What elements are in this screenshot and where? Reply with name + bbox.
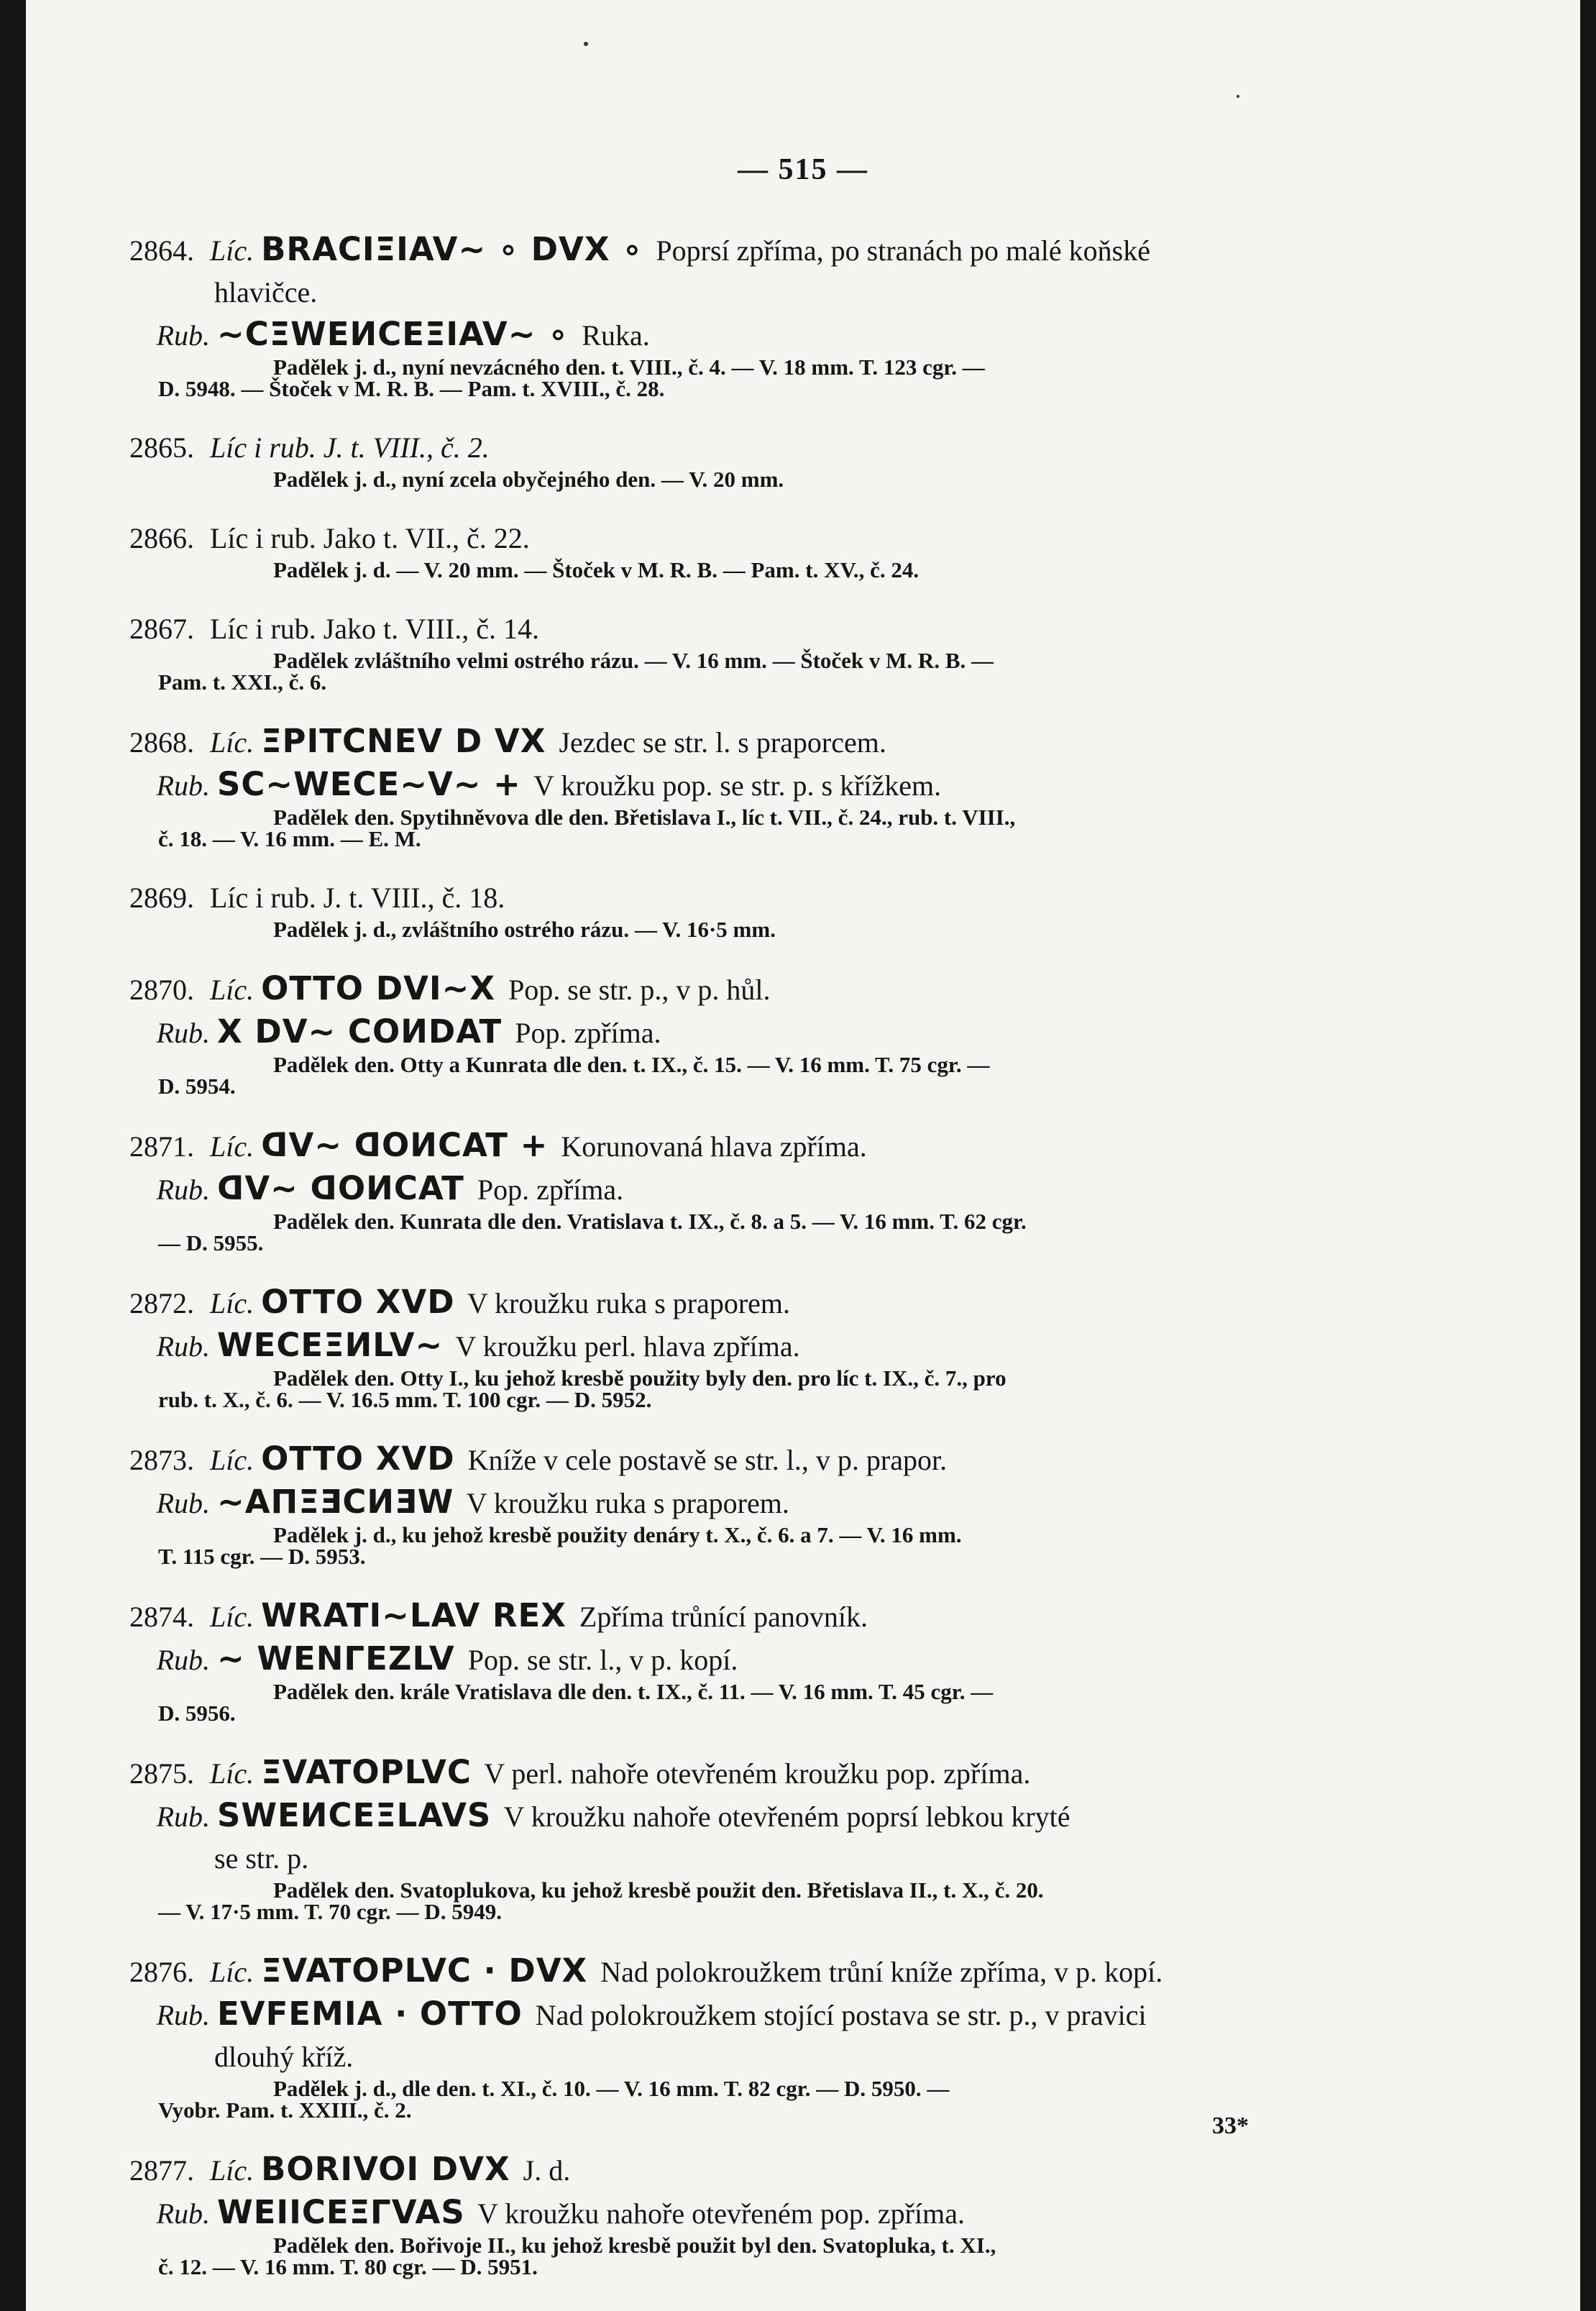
obverse-label: Líc. — [210, 726, 254, 759]
reverse-description: Pop. zpříma. — [515, 1017, 661, 1049]
entry-number: 2874. — [129, 1601, 194, 1633]
reverse-description: V kroužku perl. hlava zpříma. — [455, 1330, 800, 1363]
reverse-description-cont: se str. p. — [214, 1842, 309, 1875]
obverse-label: Líc. — [210, 1287, 254, 1319]
entry-2865 — [129, 427, 1388, 490]
entry-number: 2868. — [129, 726, 194, 759]
reverse-legend: X DV~ COИDAT — [217, 1012, 503, 1051]
reverse-description-cont: dlouhý kříž. — [214, 2041, 354, 2073]
obverse-description: Jezdec se str. l. s praporcem. — [559, 726, 886, 759]
entry-number: 2877. — [129, 2154, 194, 2187]
reverse-description: V kroužku ruka s praporem. — [466, 1487, 789, 1519]
reverse-description: Nad polokroužkem stojící postava se str. p., v pravici — [535, 1999, 1147, 2031]
reverse-description: Pop. zpříma. — [477, 1173, 624, 1206]
note-line: Pam. t. XXI., č. 6. — [158, 669, 327, 695]
catalog-entries — [129, 229, 1388, 2305]
note-line: Vyobr. Pam. t. XXIII., č. 2. — [158, 2097, 412, 2123]
note-line: Padělek den. Bořivoje II., ku jehož kresbě použit byl den. Svatopluka, t. XI., — [273, 2233, 996, 2258]
obverse-label: Líc. — [210, 1601, 254, 1633]
obverse-legend: OTTO XVD — [261, 1440, 455, 1478]
reverse-legend: ~ WENΓEZLV — [217, 1639, 455, 1678]
reverse-label: Rub. — [156, 319, 210, 352]
reverse-label: Rub. — [156, 1017, 210, 1049]
entry-line: Líc i rub. J. t. VIII., č. 18. — [210, 882, 505, 914]
note-line: D. 5948. — Štoček v M. R. B. — Pam. t. XVIII., č. 28. — [158, 376, 665, 401]
entry-line: Líc i rub. Jako t. VIII., č. 14. — [210, 613, 540, 645]
note-line: č. 18. — V. 16 mm. — E. M. — [158, 826, 421, 851]
obverse-label: Líc. — [210, 1757, 254, 1790]
obverse-legend: OTTO XVD — [261, 1283, 455, 1321]
reverse-label: Rub. — [156, 2197, 210, 2230]
note-line: Padělek j. d., nyní nevzácného den. t. VIII., č. 4. — V. 18 mm. T. 123 cgr. — — [273, 354, 985, 380]
obverse-label: Líc. — [210, 974, 254, 1006]
reverse-description: Ruka. — [582, 319, 650, 352]
entry-2872 — [129, 1281, 1388, 1411]
signature-mark: 33* — [1212, 2113, 1249, 2139]
entry-2869 — [129, 877, 1388, 941]
reverse-legend: ~AΠΞƎCИƎW — [217, 1483, 454, 1521]
note-line: D. 5954. — [158, 1074, 236, 1099]
entry-2871 — [129, 1125, 1388, 1254]
obverse-description: Korunovaná hlava zpříma. — [561, 1130, 867, 1163]
entry-2877 — [129, 2148, 1388, 2278]
speck — [1237, 95, 1239, 98]
obverse-legend: WRATI~LAV REX — [261, 1596, 567, 1634]
note-line: Padělek j. d., nyní zcela obyčejného den. — V. 20 mm. — [273, 467, 784, 492]
reverse-legend: SC~WECE~V~ + — [217, 765, 521, 803]
obverse-description: V perl. nahoře otevřeném kroužku pop. zpříma. — [484, 1757, 1031, 1790]
obverse-legend: ΞVATOPLVC · DVX — [261, 1951, 588, 1990]
obverse-description: J. d. — [523, 2154, 571, 2187]
obverse-description: Kníže v cele postavě se str. l., v p. prapor. — [467, 1444, 948, 1476]
obverse-label: Líc. — [210, 1444, 254, 1476]
obverse-description: Pop. se str. p., v p. hůl. — [508, 974, 771, 1006]
obverse-legend: BORIVOI DVX — [261, 2150, 510, 2188]
obverse-description: Nad polokroužkem trůní kníže zpříma, v p. kopí. — [600, 1956, 1163, 1988]
obverse-label: Líc. — [210, 1130, 254, 1163]
note-line: Padělek j. d. — V. 20 mm. — Štoček v M. R. B. — Pam. t. XV., č. 24. — [273, 557, 919, 582]
note-line: Padělek den. Spytihněvova dle den. Břetislava I., líc t. VII., č. 24., rub. t. VIII., — [273, 805, 1016, 830]
reverse-label: Rub. — [156, 1800, 210, 1833]
entry-2876 — [129, 1950, 1388, 2121]
note-line: Padělek den. Svatoplukova, ku jehož kresbě použit den. Břetislava II., t. X., č. 20. — [273, 1877, 1044, 1903]
obverse-description-cont: hlavičce. — [214, 276, 318, 308]
obverse-legend: BRACIΞIAV~ ∘ DVX ∘ — [261, 230, 643, 268]
reverse-legend: EVFEMIA · OTTO — [217, 1995, 523, 2033]
obverse-label: Líc. — [210, 2154, 254, 2187]
note-line: T. 115 cgr. — D. 5953. — [158, 1544, 366, 1569]
entry-number: 2872. — [129, 1287, 194, 1319]
page-number: — 515 — — [738, 153, 868, 186]
entry-number: 2865. — [129, 431, 194, 464]
reverse-label: Rub. — [156, 1487, 210, 1519]
entry-2874 — [129, 1595, 1388, 1724]
note-line: — D. 5955. — [158, 1230, 264, 1255]
speck — [584, 42, 588, 46]
note-line: D. 5956. — [158, 1701, 236, 1726]
entry-number: 2876. — [129, 1956, 194, 1988]
entry-2875 — [129, 1752, 1388, 1923]
entry-2866 — [129, 518, 1388, 581]
note-line: Padělek den. krále Vratislava dle den. t. IX., č. 11. — V. 16 mm. T. 45 cgr. — — [273, 1679, 994, 1704]
entry-number: 2869. — [129, 882, 194, 914]
obverse-legend: ᗡV~ ᗡOИCAT + — [261, 1126, 549, 1164]
reverse-label: Rub. — [156, 1173, 210, 1206]
entry-2870 — [129, 968, 1388, 1097]
reverse-description: V kroužku pop. se str. p. s křížkem. — [533, 769, 942, 802]
obverse-legend: ΞVATOPLVC — [261, 1753, 472, 1791]
reverse-description: Pop. se str. l., v p. kopí. — [467, 1644, 738, 1676]
reverse-label: Rub. — [156, 769, 210, 802]
entry-number: 2875. — [129, 1757, 194, 1790]
obverse-label: Líc. — [210, 1956, 254, 1988]
note-line: Padělek den. Otty a Kunrata dle den. t. IX., č. 15. — V. 16 mm. T. 75 cgr. — — [273, 1052, 990, 1077]
reverse-legend: ᗡV~ ᗡOИCAT — [217, 1169, 464, 1207]
entry-2868 — [129, 720, 1388, 850]
entry-number: 2864. — [129, 234, 194, 267]
note-line: č. 12. — V. 16 mm. T. 80 cgr. — D. 5951. — [158, 2254, 538, 2279]
entry-number: 2873. — [129, 1444, 194, 1476]
reverse-description: V kroužku nahoře otevřeném poprsí lebkou kryté — [503, 1800, 1070, 1833]
note-line: — V. 17·5 mm. T. 70 cgr. — D. 5949. — [158, 1899, 502, 1924]
obverse-legend: ΞPITCNEV D VX — [261, 722, 546, 760]
reverse-legend: WECEΞИLV~ — [217, 1326, 444, 1364]
note-line: rub. t. X., č. 6. — V. 16.5 mm. T. 100 cgr. — D. 5952. — [158, 1387, 652, 1412]
reverse-label: Rub. — [156, 1330, 210, 1363]
entry-2873 — [129, 1438, 1388, 1568]
note-line: Padělek zvláštního velmi ostrého rázu. — V. 16 mm. — Štoček v M. R. B. — — [273, 648, 994, 673]
entry-2867 — [129, 608, 1388, 693]
note-line: Padělek j. d., dle den. t. XI., č. 10. — V. 16 mm. T. 82 cgr. — D. 5950. — — [273, 2076, 950, 2101]
note-line: Padělek j. d., ku jehož kresbě použity denáry t. X., č. 6. a 7. — V. 16 mm. — [273, 1522, 962, 1547]
note-line: Padělek den. Otty I., ku jehož kresbě použity byly den. pro líc t. IX., č. 7., pro — [273, 1365, 1006, 1391]
obverse-label: Líc. — [210, 234, 254, 267]
reverse-label: Rub. — [156, 1999, 210, 2031]
note-line: Padělek den. Kunrata dle den. Vratislava t. IX., č. 8. a 5. — V. 16 mm. T. 62 cgr. — [273, 1209, 1027, 1234]
entry-2864 — [129, 229, 1388, 400]
note-line: Padělek j. d., zvláštního ostrého rázu. — V. 16·5 mm. — [273, 917, 776, 942]
scanned-page — [26, 0, 1580, 2311]
obverse-description: Zpříma trůnící panovník. — [579, 1601, 868, 1633]
obverse-legend: OTTO DVI~X — [261, 969, 496, 1007]
obverse-description: Poprsí zpříma, po stranách po malé koňské — [656, 234, 1150, 267]
obverse-description: V kroužku ruka s praporem. — [467, 1287, 791, 1319]
reverse-description: V kroužku nahoře otevřeném pop. zpříma. — [477, 2197, 965, 2230]
entry-number: 2866. — [129, 522, 194, 554]
entry-line: Líc i rub. Jako t. VII., č. 22. — [210, 522, 530, 554]
entry-number: 2867. — [129, 613, 194, 645]
entry-number: 2871. — [129, 1130, 194, 1163]
reverse-legend: ~CΞWEИCEΞIAV~ ∘ — [217, 315, 569, 353]
reverse-label: Rub. — [156, 1644, 210, 1676]
reverse-legend: SWEИCEΞLAVS — [217, 1796, 492, 1834]
reverse-legend: WEIICEΞΓVAS — [217, 2193, 465, 2231]
entry-line: Líc i rub. J. t. VIII., č. 2. — [210, 431, 490, 464]
entry-number: 2870. — [129, 974, 194, 1006]
